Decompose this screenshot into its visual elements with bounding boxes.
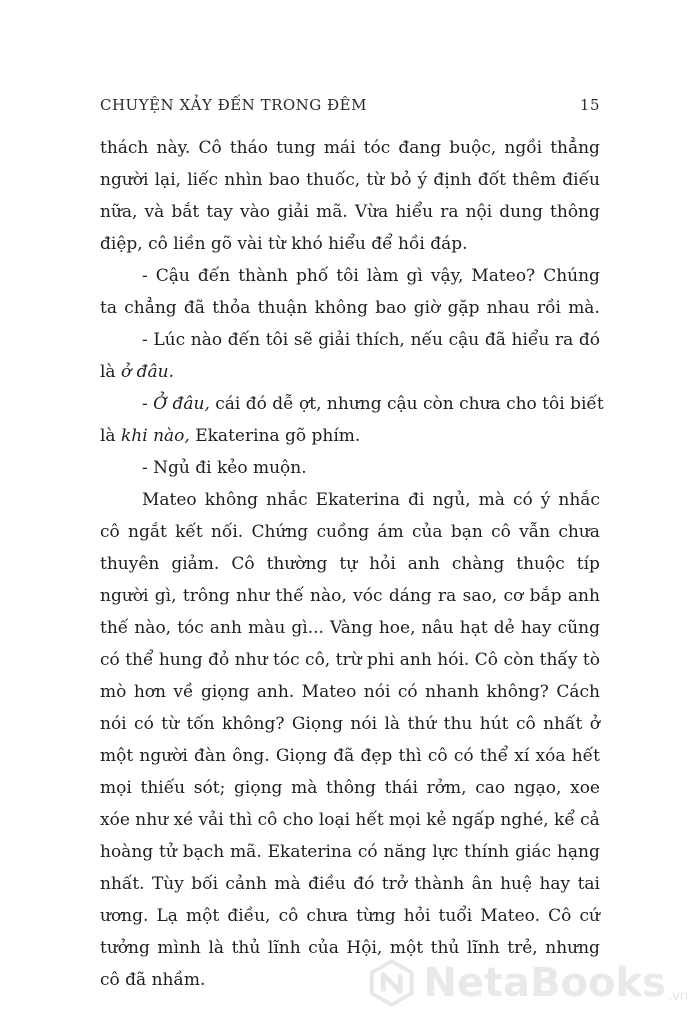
text-line: ta chẳng đã thỏa thuận không bao giờ gặp nhau rồi mà.	[100, 298, 600, 318]
watermark-suffix: .vn	[667, 989, 688, 1004]
text-line: mọi thiếu sót; giọng mà thông thái rởm, cao ngạo, xoe	[100, 778, 600, 798]
text-line: - Lúc nào đến tôi sẽ giải thích, nếu cậu đã hiểu ra đó	[142, 330, 600, 350]
text-line: Mateo không nhắc Ekaterina đi ngủ, mà có ý nhắc	[142, 490, 600, 510]
text-line: nói có từ tốn không? Giọng nói là thứ thu hút cô nhất ở	[100, 714, 600, 734]
text-line: - Ở đâu, cái đó dễ ợt, nhưng cậu còn chưa cho tôi biết	[142, 394, 604, 414]
text-line: cô ngắt kết nối. Chứng cuồng ám của bạn cô vẫn chưa	[100, 522, 600, 542]
text-line: có thể hung đỏ như tóc cô, trừ phi anh hói. Cô còn thấy tò	[100, 650, 600, 670]
page-number: 15	[579, 96, 600, 114]
text-line: điệp, cô liền gõ vài từ khó hiểu để hồi đáp.	[100, 234, 468, 254]
running-title: CHUYỆN XẢY ĐẾN TRONG ĐÊM	[100, 96, 367, 114]
text-line: người lại, liếc nhìn bao thuốc, từ bỏ ý định đốt thêm điếu	[100, 170, 600, 190]
text-line: - Ngủ đi kẻo muộn.	[142, 458, 307, 478]
text-line: ương. Lạ một điều, cô chưa từng hỏi tuổi Mateo. Cô cứ	[100, 906, 600, 926]
text-line: nữa, và bắt tay vào giải mã. Vừa hiểu ra nội dung thông	[100, 202, 600, 222]
text-line: là khi nào, Ekaterina gõ phím.	[100, 426, 361, 446]
text-line: mò hơn về giọng anh. Mateo nói có nhanh không? Cách	[100, 682, 600, 702]
text-line: là ở đâu.	[100, 362, 174, 382]
running-header	[100, 94, 600, 116]
netabooks-logo-icon	[368, 958, 415, 1008]
text-line: thế nào, tóc anh màu gì... Vàng hoe, nâu hạt dẻ hay cũng	[100, 618, 600, 638]
text-line: một người đàn ông. Giọng đã đẹp thì cô có thể xí xóa hết	[100, 746, 600, 766]
watermark	[368, 948, 688, 1018]
text-line: - Cậu đến thành phố tôi làm gì vậy, Mateo? Chúng	[142, 266, 600, 286]
text-line: hoàng tử bạch mã. Ekaterina có năng lực thính giác hạng	[100, 842, 600, 862]
text-line: thách này. Cô tháo tung mái tóc đang buộc, ngồi thẳng	[100, 138, 600, 158]
text-line: cô đã nhầm.	[100, 970, 206, 990]
text-line: nhất. Tùy bối cảnh mà điều đó trở thành ân huệ hay tai	[100, 874, 600, 894]
text-line: tưởng mình là thủ lĩnh của Hội, một thủ lĩnh trẻ, nhưng	[100, 938, 600, 958]
text-line: thuyên giảm. Cô thường tự hỏi anh chàng thuộc típ	[100, 554, 600, 574]
watermark-brand: NetaBooks	[423, 960, 666, 1006]
text-line: người gì, trông như thế nào, vóc dáng ra sao, cơ bắp anh	[100, 586, 600, 606]
body-text	[100, 132, 604, 996]
text-line: xóe như xé vải thì cô cho loại hết mọi kẻ ngấp nghé, kể cả	[100, 810, 600, 830]
